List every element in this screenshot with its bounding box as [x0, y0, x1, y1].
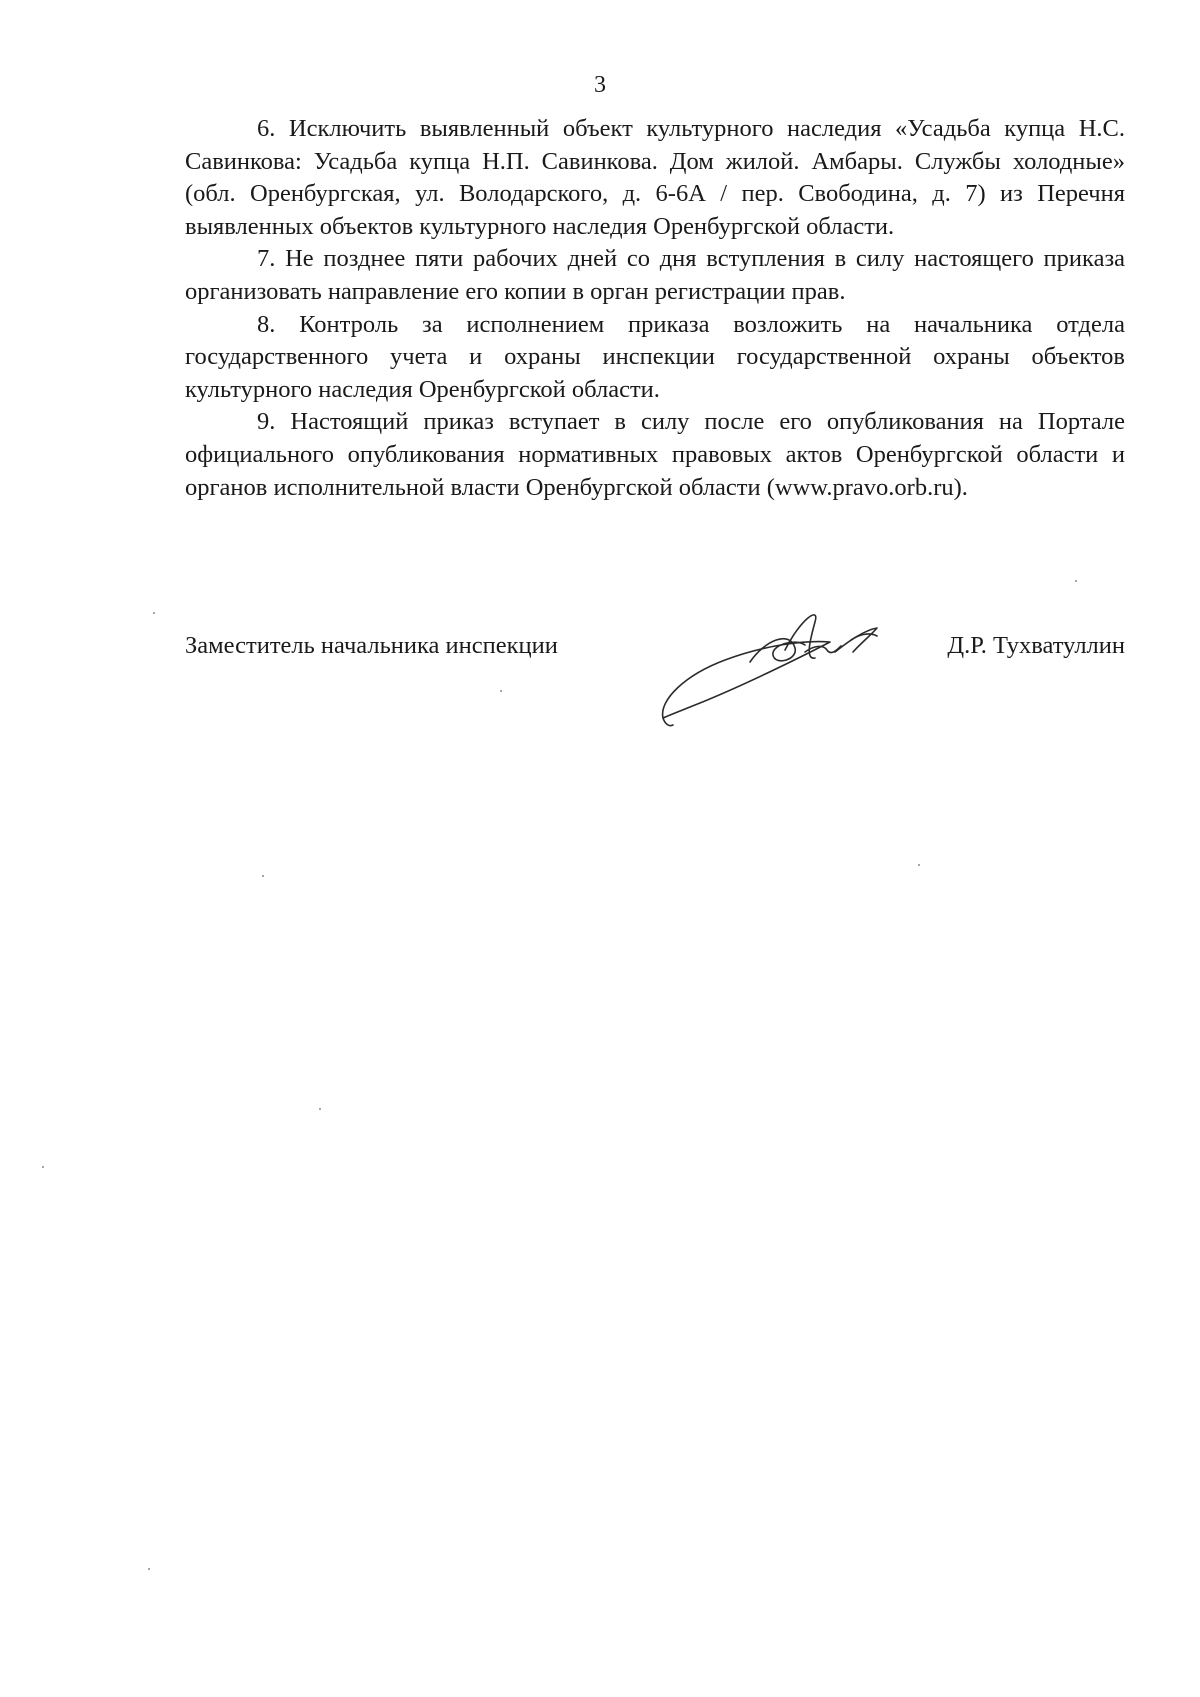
signer-title: Заместитель начальника инспекции [185, 632, 558, 659]
document-body [185, 113, 1125, 504]
paragraph-8: 8. Контроль за исполнением приказа возложить на начальника отдела государственного учета и охраны инспекции государственной охраны объектов культурного наследия Оренбургской области. [185, 310, 1125, 403]
scan-speck [319, 1108, 321, 1110]
signer-name: Д.Р. Тухватуллин [947, 632, 1125, 659]
scan-speck [153, 612, 155, 614]
page-number: 3 [594, 72, 606, 98]
handwritten-signature [655, 600, 915, 730]
paragraph-7: 7. Не позднее пяти рабочих дней со дня вступления в силу настоящего приказа организовать направление его копии в орган регистрации прав. [185, 245, 1125, 305]
paragraph-9: 9. Настоящий приказ вступает в силу после его опубликования на Портале официального опубликования нормативных правовых актов Оренбургской области и органов исполнительной власти Оренбургской области (www.pravo.orb.ru). [185, 408, 1125, 501]
scan-speck [148, 1568, 150, 1570]
scan-speck [262, 875, 264, 877]
scan-speck [918, 864, 920, 866]
scan-speck [42, 1166, 44, 1168]
scan-speck [1075, 580, 1077, 582]
scan-speck [500, 690, 502, 692]
paragraph-6: 6. Исключить выявленный объект культурного наследия «Усадьба купца Н.С. Савинкова: Усадьба купца Н.П. Савинкова. Дом жилой. Амбары. Службы холодные» (обл. Оренбургская, ул. Володарского, д. 6-6А / пер. Свободина, д. 7) из Перечня выявленных объектов культурного наследия Оренбургской области. [185, 115, 1125, 240]
